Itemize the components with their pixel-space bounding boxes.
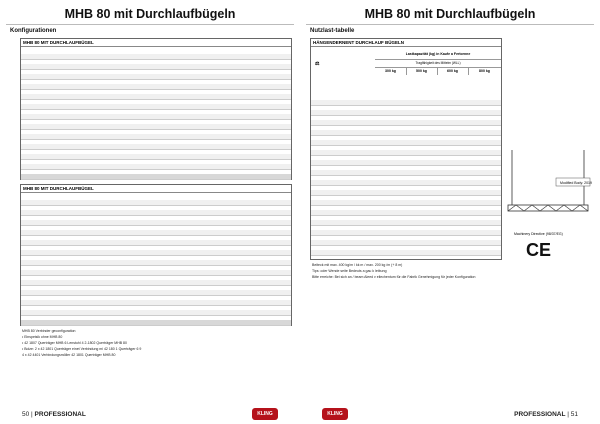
right-title-bar (306, 4, 594, 25)
right-page-title: MHB 80 mit Durchlaufbügeln (364, 7, 536, 21)
left-note: • 42 1807 Querträger MHB 6 Lenstuhl 4 2-1802 Querträger MHB 80 (22, 341, 127, 345)
payload-table-title: HÄNGENDERNENT DURCHLAUF BÜGELN (311, 39, 501, 47)
load-subheader: Tragfähigkeit des Mittelm (WLL) (375, 59, 501, 68)
load-column-header: 800 kg (479, 69, 490, 73)
left-title-bar (6, 4, 294, 25)
table1-rows (21, 49, 291, 179)
left-note: 4 x 42 4401 Verbindungsmöller 42 1801 Querträger MHB 80 (22, 353, 116, 357)
truss-lattice (508, 205, 588, 211)
ce-mark: CE (526, 240, 552, 260)
table2-title: MHB 80 MIT DURCHLAUFBÜGEL (21, 185, 291, 193)
right-page-number: 51 (570, 411, 578, 418)
right-footer (300, 404, 600, 424)
brand-logo-right (322, 408, 348, 420)
load-header: Lastkapazität (kg) in Kaufe a Fertornne (375, 49, 501, 60)
load-column-header: 300 kg (375, 67, 407, 75)
payload-rows (311, 95, 501, 259)
right-footer-label: PROFESSIONAL (514, 411, 566, 418)
left-note: MHB 80 Verbinder geconfiguration (22, 329, 76, 333)
left-notes (22, 328, 292, 358)
left-footer (0, 404, 300, 424)
left-page-title: MHB 80 mit Durchlaufbügeln (64, 7, 236, 21)
right-note: Bitte erreiche: Bei sich an / beam Aleed v eliechentum für die Fabrik Genehmigung für jeder Konfiguration (312, 275, 476, 279)
right-footer-text: PROFESSIONAL | 51 (514, 411, 578, 418)
table2-rows (21, 195, 291, 325)
load-column-header: 500 kg (406, 67, 438, 75)
truss-diagram (504, 150, 594, 230)
weight-icon: ⚖ (315, 61, 320, 67)
configurations-table-1 (20, 38, 292, 180)
logo-text: KLING (257, 411, 273, 417)
payload-table (310, 38, 502, 260)
configurations-table-2 (20, 184, 292, 326)
logo-text: KLING (327, 411, 343, 417)
right-note: Beiteck mit max. 400 kg/m / kk m / max. 200 kg /m (+ 8 m) (312, 263, 403, 267)
right-notes (312, 262, 592, 280)
left-section-heading: Konfigurationen (10, 28, 57, 34)
brand-logo-left (252, 408, 278, 420)
figure-label: Modified Body: 2019 (560, 181, 592, 185)
table-row (311, 250, 501, 256)
left-footer-label: PROFESSIONAL (34, 411, 86, 418)
directive-label: Machinery Directive (98/37/EG) (514, 232, 563, 236)
left-note: • Einspeisik ohne MHB 80 (22, 335, 63, 339)
table-row (21, 320, 291, 326)
right-section-heading: Nutzlast-tabelle (310, 28, 355, 34)
left-footer-text: 50 | PROFESSIONAL (22, 411, 86, 418)
table-row (21, 174, 291, 180)
left-note: • Bolze: 2 x 42 1801 Querträger einet Verbindung mi 42 180 1 Querträger 6 9 (22, 347, 142, 351)
left-page-number: 50 (22, 411, 30, 418)
right-note: Tips: oder Wende seite Bedeuts a gau k letbung (312, 269, 387, 273)
load-columns (375, 67, 501, 75)
right-page (300, 0, 600, 424)
load-column-header: 600 kg (437, 67, 469, 75)
table1-title: MHB 80 MIT DURCHLAUFBÜGEL (21, 39, 291, 47)
